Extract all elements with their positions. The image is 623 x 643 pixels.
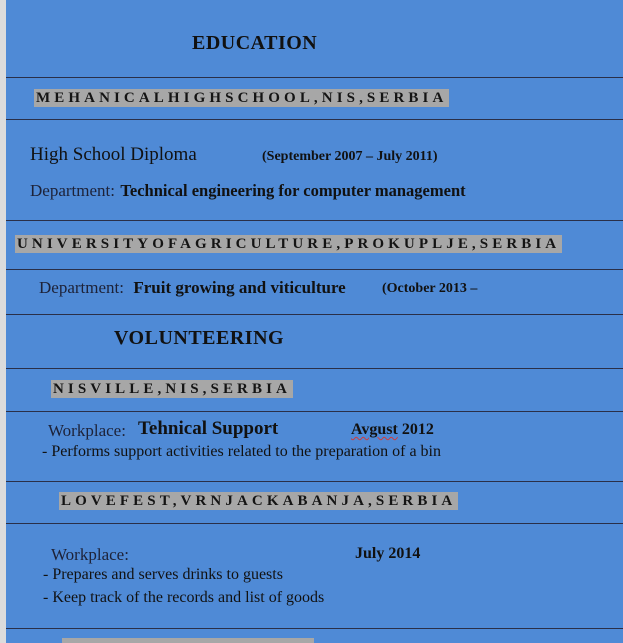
table-rule	[6, 220, 623, 221]
table-rule	[6, 119, 623, 120]
department-value: Fruit growing and viticulture	[133, 278, 346, 297]
nisville-date	[351, 421, 434, 439]
table-rule	[6, 523, 623, 524]
table-rule	[6, 314, 623, 315]
highschool-dates: (September 2007 – July 2011)	[262, 149, 438, 164]
table-rule	[6, 628, 623, 629]
table-rule	[6, 77, 623, 78]
next-section-highlight	[62, 638, 314, 643]
university-dates: (October 2013 –	[382, 281, 478, 296]
table-rule	[6, 269, 623, 270]
nisville-bullet: - Performs support activities related to the preparation of a bin	[42, 443, 441, 460]
date-year: 2012	[401, 421, 434, 438]
workplace-label: Workplace:	[51, 545, 129, 564]
department-label: Department:	[30, 181, 115, 200]
lovefest-date: July 2014	[355, 545, 421, 562]
highschool-department-row	[30, 181, 466, 201]
lovefest-bullet: - Keep track of the records and list of goods	[43, 589, 325, 606]
highschool-name: MEHANICALHIGHSCHOOL,NIS,SERBIA	[36, 90, 448, 106]
lovefest-bullet: - Prepares and serves drinks to guests	[43, 566, 283, 583]
university-name: UNIVERSITYOFAGRICULTURE,PROKUPLJE,SERBIA	[17, 236, 561, 252]
table-rule	[6, 411, 623, 412]
date-month: Avgust	[351, 421, 398, 438]
table-rule	[6, 368, 623, 369]
nisville-name: NISVILLE,NIS,SERBIA	[53, 381, 291, 397]
department-value: Technical engineering for computer management	[120, 181, 466, 200]
workplace-label: Workplace:	[48, 421, 126, 440]
university-department-row	[39, 278, 346, 298]
department-label: Department:	[39, 278, 124, 297]
diploma-title: High School Diploma	[30, 144, 197, 165]
volunteering-heading: VOLUNTEERING	[114, 327, 285, 349]
workplace-value: Tehnical Support	[138, 418, 279, 439]
table-rule	[6, 481, 623, 482]
lovefest-name: LOVEFEST,VRNJACKABANJA,SERBIA	[61, 493, 457, 509]
education-heading: EDUCATION	[192, 32, 318, 54]
